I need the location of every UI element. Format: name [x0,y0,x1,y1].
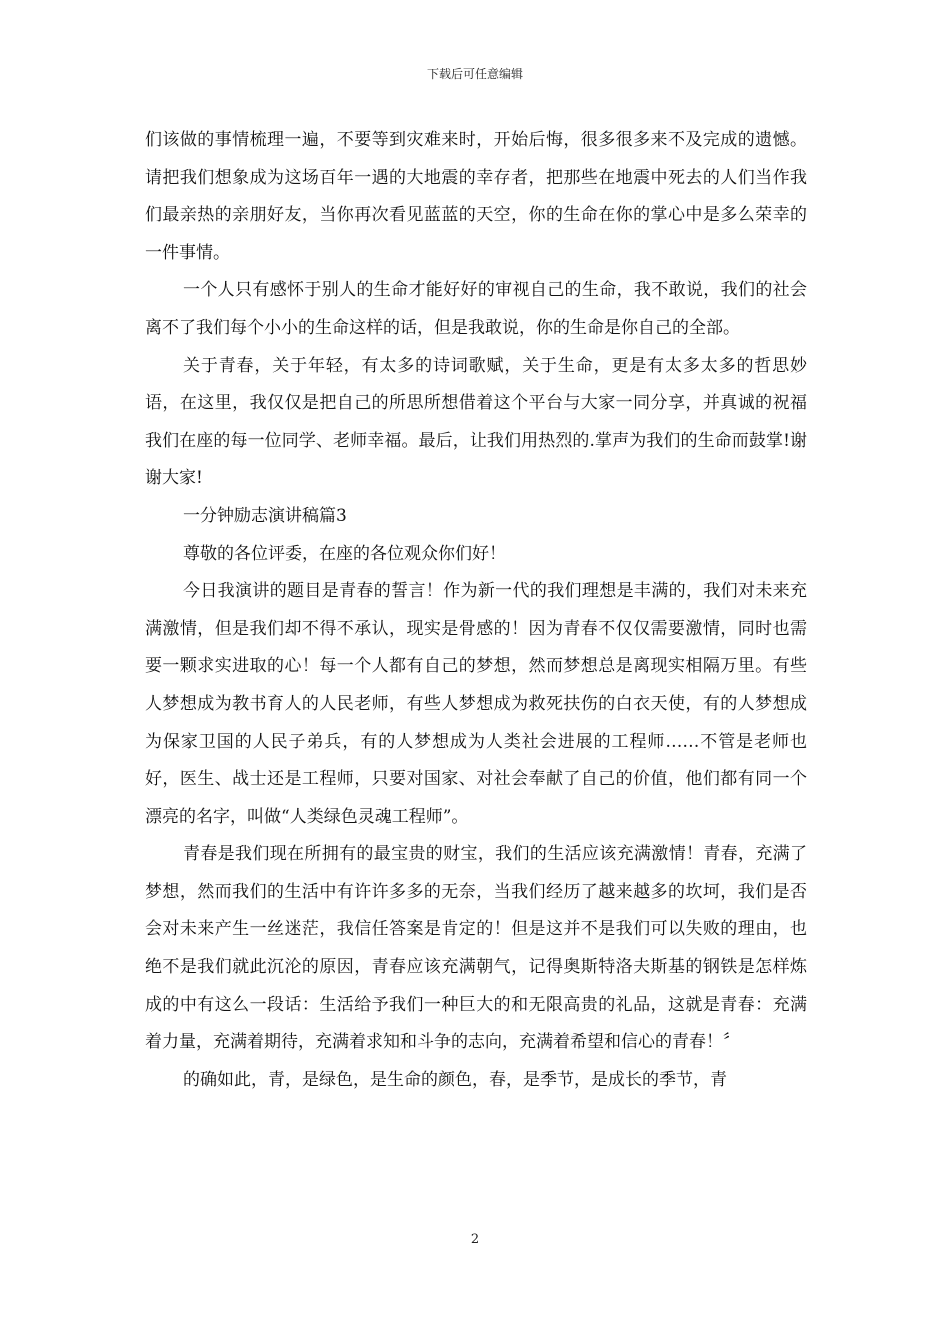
paragraph: 今日我演讲的题目是青春的誓言！作为新一代的我们理想是丰满的，我们对未来充满激情，但是我们却不得不承认，现实是骨感的！因为青春不仅仅需要激情，同时也需要一颗求实进取的心！每一个人都有自己的梦想，然而梦想总是离现实相隔万里。有些人梦想成为教书育人的人民老师，有些人梦想成为救死扶伤的白衣天使，有的人梦想成为保家卫国的人民子弟兵，有的人梦想成为人类社会进展的工程师……不管是老师也好，医生、战士还是工程师，只要对国家、对社会奉献了自己的价值，他们都有同一个漂亮的名字，叫做“人类绿色灵魂工程师”。 [145,581,807,827]
paragraph: 一个人只有感怀于别人的生命才能好好的审视自己的生命，我不敢说，我们的社会离不了我们每个小小的生命这样的话，但是我敢说，你的生命是你自己的全部。 [145,280,807,338]
paragraph: 关于青春，关于年轻，有太多的诗词歌赋，关于生命，更是有太多太多的哲思妙语，在这里，我仅仅是把自己的所思所想借着这个平台与大家一同分享，并真诚的祝福我们在座的每一位同学、老师幸福。最后，让我们用热烈的.掌声为我们的生命而鼓掌!谢谢大家! [145,355,807,489]
section-heading: 一分钟励志演讲稿篇3 [183,505,347,526]
paragraph: 的确如此，青，是绿色，是生命的颜色，春，是季节，是成长的季节，青 [183,1069,727,1090]
paragraph: 们该做的事情梳理一遍，不要等到灾难来时，开始后悔，很多很多来不及完成的遗憾。请把我们想象成为这场百年一遇的大地震的幸存者，把那些在地震中死去的人们当作我们最亲热的亲朋好友，当你再次看见蓝蓝的天空，你的生命在你的掌心中是多么荣幸的一件事情。 [145,130,807,263]
document-body [145,122,807,1099]
page-header: 下载后可任意编辑 [426,67,523,81]
paragraph: 青春是我们现在所拥有的最宝贵的财宝，我们的生活应该充满激情！青春，充满了梦想，然而我们的生活中有许许多多的无奈，当我们经历了越来越多的坎坷，我们是否会对未来产生一丝迷茫，我信任答案是肯定的！但是这并不是我们可以失败的理由，也绝不是我们就此沉沦的原因，青春应该充满朝气，记得奥斯特洛夫斯基的钢铁是怎样炼成的中有这么一段话：生活给予我们一种巨大的和无限高贵的礼品，这就是青春：充满着力量，充满着期待，充满着求知和斗争的志向，充满着希望和信心的青春！〞 [145,844,807,1053]
greeting-line: 尊敬的各位评委，在座的各位观众你们好！ [183,543,506,564]
page-number: 2 [470,1232,480,1247]
